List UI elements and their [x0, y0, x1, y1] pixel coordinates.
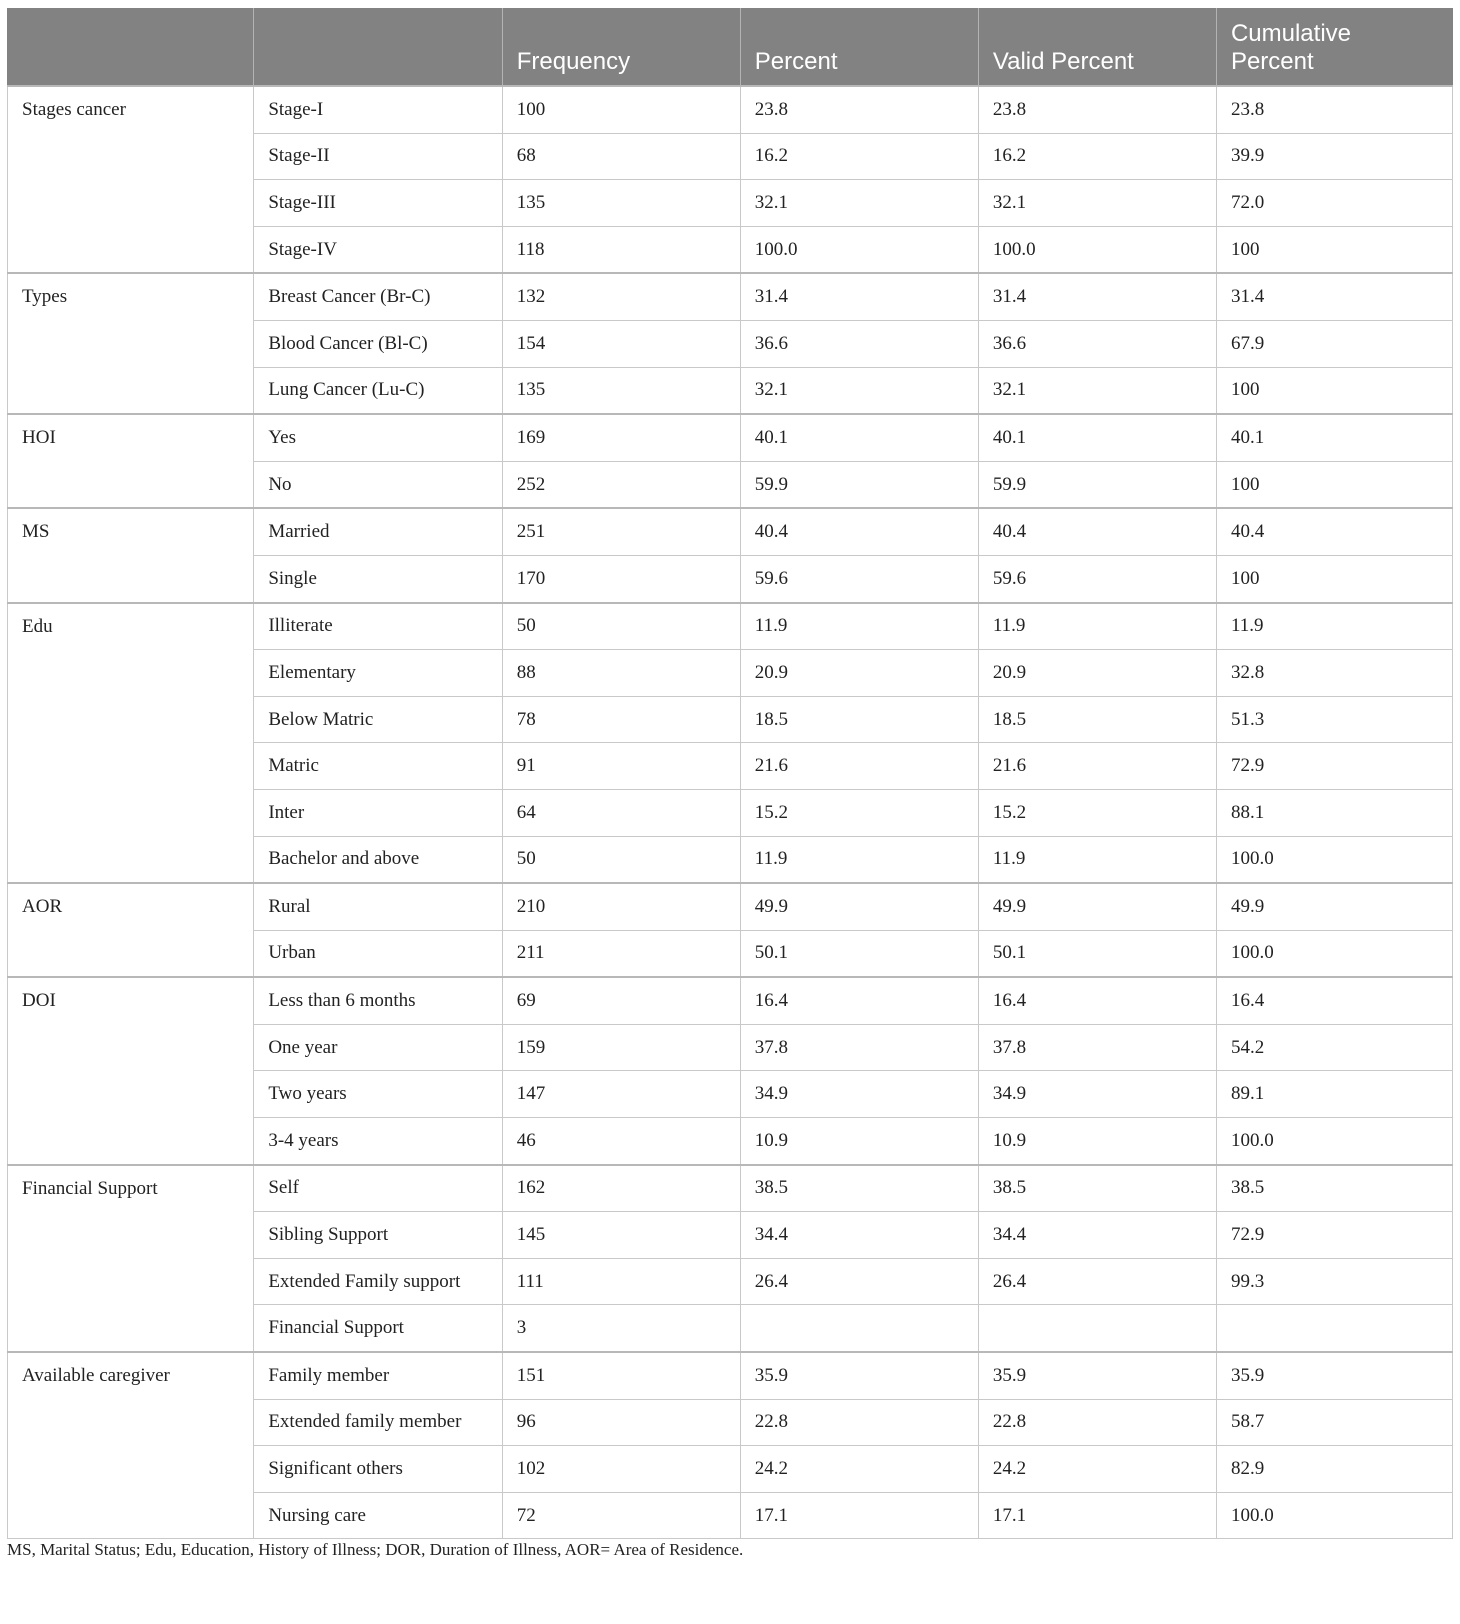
table-row	[8, 273, 1453, 320]
valid-percent-cell: 35.9	[978, 1352, 1216, 1399]
cumulative-percent-cell: 100	[1216, 555, 1452, 602]
group-label: Available caregiver	[8, 1352, 254, 1539]
frequency-cell: 111	[502, 1258, 740, 1305]
frequency-cell: 100	[502, 86, 740, 133]
category-cell: Inter	[254, 789, 502, 836]
group-label: Edu	[8, 603, 254, 884]
category-cell: No	[254, 461, 502, 508]
category-cell: Stage-II	[254, 133, 502, 180]
frequency-cell: 211	[502, 930, 740, 977]
table-row	[8, 603, 1453, 650]
valid-percent-cell: 15.2	[978, 789, 1216, 836]
category-cell: Family member	[254, 1352, 502, 1399]
frequency-cell: 68	[502, 133, 740, 180]
percent-cell: 31.4	[740, 273, 978, 320]
table-row	[8, 508, 1453, 555]
frequency-cell: 88	[502, 650, 740, 697]
category-cell: Married	[254, 508, 502, 555]
group-label: DOI	[8, 977, 254, 1164]
table-footnote: MS, Marital Status; Edu, Education, History of Illness; DOR, Duration of Illness, AOR= Area of Residence.	[7, 1540, 744, 1559]
category-cell: Breast Cancer (Br-C)	[254, 273, 502, 320]
table-container	[7, 8, 1453, 1539]
valid-percent-cell: 100.0	[978, 226, 1216, 273]
header-percent: Percent	[740, 8, 978, 86]
category-cell: Extended Family support	[254, 1258, 502, 1305]
frequency-cell: 252	[502, 461, 740, 508]
cumulative-percent-cell: 100.0	[1216, 1118, 1452, 1165]
frequency-cell: 159	[502, 1024, 740, 1071]
percent-cell: 26.4	[740, 1258, 978, 1305]
percent-cell: 49.9	[740, 883, 978, 930]
category-cell: Urban	[254, 930, 502, 977]
valid-percent-cell: 38.5	[978, 1165, 1216, 1212]
frequency-cell: 50	[502, 603, 740, 650]
group-label: Financial Support	[8, 1165, 254, 1352]
percent-cell: 17.1	[740, 1492, 978, 1539]
valid-percent-cell	[978, 1305, 1216, 1352]
valid-percent-cell: 34.9	[978, 1071, 1216, 1118]
percent-cell: 32.1	[740, 180, 978, 227]
category-cell: Matric	[254, 743, 502, 790]
frequency-cell: 96	[502, 1399, 740, 1446]
cumulative-percent-cell: 54.2	[1216, 1024, 1452, 1071]
percent-cell: 40.1	[740, 414, 978, 461]
valid-percent-cell: 40.4	[978, 508, 1216, 555]
valid-percent-cell: 11.9	[978, 836, 1216, 883]
header-frequency: Frequency	[502, 8, 740, 86]
category-cell: Stage-IV	[254, 226, 502, 273]
category-cell: One year	[254, 1024, 502, 1071]
header-cumulative-percent: Cumulative Percent	[1216, 8, 1452, 86]
valid-percent-cell: 24.2	[978, 1446, 1216, 1493]
percent-cell: 38.5	[740, 1165, 978, 1212]
percent-cell	[740, 1305, 978, 1352]
cumulative-percent-cell: 100.0	[1216, 836, 1452, 883]
frequency-cell: 210	[502, 883, 740, 930]
valid-percent-cell: 21.6	[978, 743, 1216, 790]
percent-cell: 16.2	[740, 133, 978, 180]
group-label: Stages cancer	[8, 86, 254, 273]
percent-cell: 16.4	[740, 977, 978, 1024]
category-cell: Two years	[254, 1071, 502, 1118]
table-body	[8, 86, 1453, 1539]
category-cell: 3-4 years	[254, 1118, 502, 1165]
cumulative-percent-cell: 72.9	[1216, 1212, 1452, 1259]
cumulative-percent-cell: 40.4	[1216, 508, 1452, 555]
group-label: MS	[8, 508, 254, 602]
cumulative-percent-cell: 31.4	[1216, 273, 1452, 320]
cumulative-percent-cell: 35.9	[1216, 1352, 1452, 1399]
category-cell: Lung Cancer (Lu-C)	[254, 367, 502, 414]
category-cell: Single	[254, 555, 502, 602]
group-label: AOR	[8, 883, 254, 977]
category-cell: Illiterate	[254, 603, 502, 650]
percent-cell: 36.6	[740, 320, 978, 367]
percent-cell: 34.4	[740, 1212, 978, 1259]
percent-cell: 40.4	[740, 508, 978, 555]
cumulative-percent-cell: 40.1	[1216, 414, 1452, 461]
cumulative-percent-cell	[1216, 1305, 1452, 1352]
frequency-cell: 135	[502, 180, 740, 227]
valid-percent-cell: 17.1	[978, 1492, 1216, 1539]
frequency-cell: 162	[502, 1165, 740, 1212]
percent-cell: 59.6	[740, 555, 978, 602]
cumulative-percent-cell: 82.9	[1216, 1446, 1452, 1493]
valid-percent-cell: 16.2	[978, 133, 1216, 180]
frequency-cell: 64	[502, 789, 740, 836]
percent-cell: 35.9	[740, 1352, 978, 1399]
frequency-cell: 50	[502, 836, 740, 883]
percent-cell: 37.8	[740, 1024, 978, 1071]
category-cell: Stage-III	[254, 180, 502, 227]
header-group	[8, 8, 254, 86]
frequency-cell: 72	[502, 1492, 740, 1539]
cumulative-percent-cell: 100	[1216, 461, 1452, 508]
percent-cell: 21.6	[740, 743, 978, 790]
cumulative-percent-cell: 11.9	[1216, 603, 1452, 650]
valid-percent-cell: 23.8	[978, 86, 1216, 133]
frequency-cell: 3	[502, 1305, 740, 1352]
frequency-cell: 147	[502, 1071, 740, 1118]
cumulative-percent-cell: 39.9	[1216, 133, 1452, 180]
table-row	[8, 414, 1453, 461]
valid-percent-cell: 16.4	[978, 977, 1216, 1024]
valid-percent-cell: 18.5	[978, 696, 1216, 743]
category-cell: Blood Cancer (Bl-C)	[254, 320, 502, 367]
percent-cell: 34.9	[740, 1071, 978, 1118]
cumulative-percent-cell: 89.1	[1216, 1071, 1452, 1118]
cumulative-percent-cell: 38.5	[1216, 1165, 1452, 1212]
group-label: Types	[8, 273, 254, 414]
category-cell: Yes	[254, 414, 502, 461]
category-cell: Extended family member	[254, 1399, 502, 1446]
valid-percent-cell: 59.6	[978, 555, 1216, 602]
cumulative-percent-cell: 100	[1216, 367, 1452, 414]
category-cell: Financial Support	[254, 1305, 502, 1352]
frequency-cell: 132	[502, 273, 740, 320]
frequency-cell: 135	[502, 367, 740, 414]
percent-cell: 100.0	[740, 226, 978, 273]
frequency-cell: 118	[502, 226, 740, 273]
valid-percent-cell: 32.1	[978, 180, 1216, 227]
percent-cell: 10.9	[740, 1118, 978, 1165]
percent-cell: 50.1	[740, 930, 978, 977]
cumulative-percent-cell: 32.8	[1216, 650, 1452, 697]
cumulative-percent-cell: 72.0	[1216, 180, 1452, 227]
cumulative-percent-cell: 51.3	[1216, 696, 1452, 743]
category-cell: Stage-I	[254, 86, 502, 133]
valid-percent-cell: 20.9	[978, 650, 1216, 697]
category-cell: Sibling Support	[254, 1212, 502, 1259]
frequency-cell: 102	[502, 1446, 740, 1493]
table-row	[8, 883, 1453, 930]
percent-cell: 23.8	[740, 86, 978, 133]
frequency-cell: 251	[502, 508, 740, 555]
cumulative-percent-cell: 88.1	[1216, 789, 1452, 836]
frequency-cell: 170	[502, 555, 740, 602]
cumulative-percent-cell: 58.7	[1216, 1399, 1452, 1446]
valid-percent-cell: 22.8	[978, 1399, 1216, 1446]
category-cell: Elementary	[254, 650, 502, 697]
valid-percent-cell: 59.9	[978, 461, 1216, 508]
valid-percent-cell: 32.1	[978, 367, 1216, 414]
percent-cell: 59.9	[740, 461, 978, 508]
cumulative-percent-cell: 49.9	[1216, 883, 1452, 930]
valid-percent-cell: 37.8	[978, 1024, 1216, 1071]
category-cell: Significant others	[254, 1446, 502, 1493]
frequency-cell: 169	[502, 414, 740, 461]
percent-cell: 11.9	[740, 603, 978, 650]
percent-cell: 11.9	[740, 836, 978, 883]
category-cell: Less than 6 months	[254, 977, 502, 1024]
cumulative-percent-cell: 72.9	[1216, 743, 1452, 790]
frequency-cell: 91	[502, 743, 740, 790]
valid-percent-cell: 50.1	[978, 930, 1216, 977]
valid-percent-cell: 11.9	[978, 603, 1216, 650]
frequency-cell: 154	[502, 320, 740, 367]
table-row	[8, 1352, 1453, 1399]
frequency-cell: 151	[502, 1352, 740, 1399]
table-header-row	[8, 8, 1453, 86]
category-cell: Bachelor and above	[254, 836, 502, 883]
valid-percent-cell: 26.4	[978, 1258, 1216, 1305]
category-cell: Nursing care	[254, 1492, 502, 1539]
valid-percent-cell: 10.9	[978, 1118, 1216, 1165]
cumulative-percent-cell: 99.3	[1216, 1258, 1452, 1305]
frequency-cell: 69	[502, 977, 740, 1024]
percent-cell: 22.8	[740, 1399, 978, 1446]
cumulative-percent-cell: 23.8	[1216, 86, 1452, 133]
percent-cell: 20.9	[740, 650, 978, 697]
valid-percent-cell: 34.4	[978, 1212, 1216, 1259]
frequency-table	[7, 8, 1453, 1539]
valid-percent-cell: 36.6	[978, 320, 1216, 367]
frequency-cell: 78	[502, 696, 740, 743]
valid-percent-cell: 40.1	[978, 414, 1216, 461]
valid-percent-cell: 31.4	[978, 273, 1216, 320]
percent-cell: 18.5	[740, 696, 978, 743]
cumulative-percent-cell: 16.4	[1216, 977, 1452, 1024]
percent-cell: 32.1	[740, 367, 978, 414]
frequency-cell: 145	[502, 1212, 740, 1259]
frequency-cell: 46	[502, 1118, 740, 1165]
table-row	[8, 86, 1453, 133]
group-label: HOI	[8, 414, 254, 508]
table-row	[8, 977, 1453, 1024]
cumulative-percent-cell: 100	[1216, 226, 1452, 273]
cumulative-percent-cell: 100.0	[1216, 1492, 1452, 1539]
header-valid-percent: Valid Percent	[978, 8, 1216, 86]
cumulative-percent-cell: 100.0	[1216, 930, 1452, 977]
category-cell: Rural	[254, 883, 502, 930]
valid-percent-cell: 49.9	[978, 883, 1216, 930]
table-row	[8, 1165, 1453, 1212]
category-cell: Self	[254, 1165, 502, 1212]
cumulative-percent-cell: 67.9	[1216, 320, 1452, 367]
category-cell: Below Matric	[254, 696, 502, 743]
header-category	[254, 8, 502, 86]
percent-cell: 15.2	[740, 789, 978, 836]
percent-cell: 24.2	[740, 1446, 978, 1493]
